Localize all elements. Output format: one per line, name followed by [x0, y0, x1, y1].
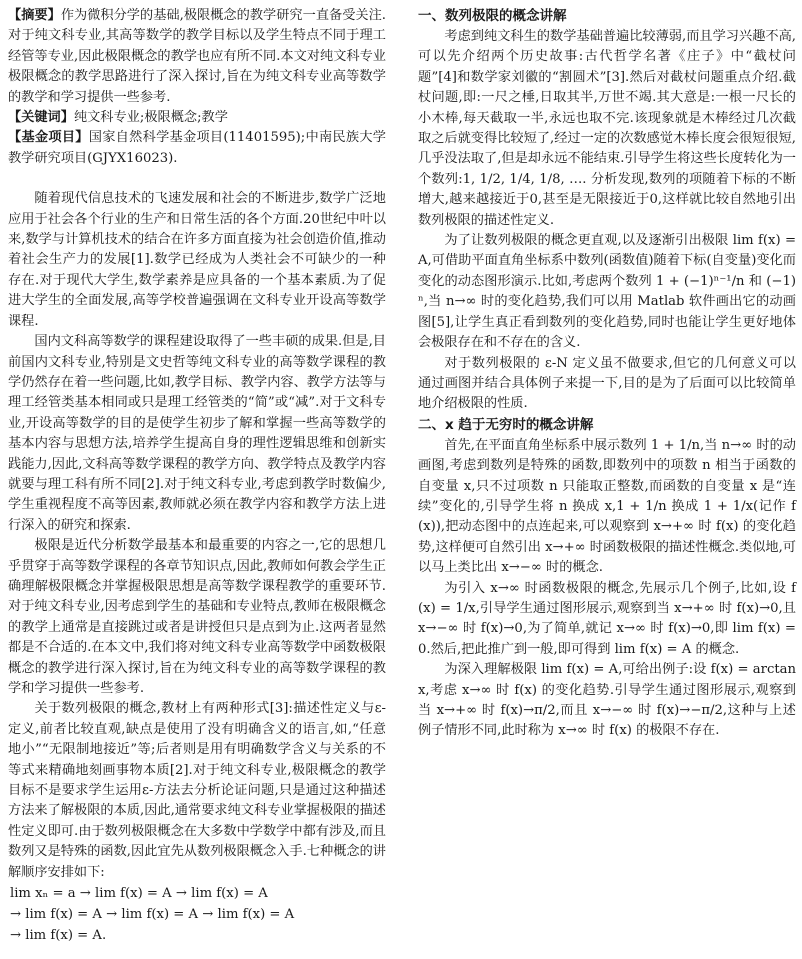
keywords-text: 纯文科专业;极限概念;教学 [73, 110, 228, 126]
formula-line: → lim f(x) = A. [10, 928, 107, 944]
body-paragraph: 关于数列极限的概念,教材上有两种形式[3]:描述性定义与ε-定义,前者比较直观,缺点是使用了没有明确含义的语言,如,“任意地小”“无限制地接近”等;后者则是用有明确数学含义与关系的不等式来精确地刻画事物本质[2].对于纯文科专业,极限概念的教学目标不是要求学生运用ε-方法去分析论证问题,只是通过这种描述方法来了解极限的本质,因此,通常要求纯文科专业掌握极限的描述性定义即可.由于数列极限概念在大多数中学数学中都有涉及,而且数列又是特殊的函数,因此宜先从数列极限概念入手.七种概念的讲解顺序安排如下: [8, 701, 386, 880]
section-gap [8, 169, 386, 189]
section-heading: 一、数列极限的概念讲解 [418, 8, 567, 24]
body-paragraph: 为引入 x→∞ 时函数极限的概念,先展示几个例子,比如,设 f(x) = 1/x,引导学生通过图形展示,观察到当 x→+∞ 时 f(x)→0,且 x→−∞ 时 f(x)→0,为了简单,就记 x→∞ 时 f(x)→0,即 lim f(x) = 0.然后,把此推广到一般,即可得到 lim f(x) = A 的概念. [418, 580, 796, 657]
formula-line: → lim f(x) = A → lim f(x) = A → lim f(x) = A [10, 907, 295, 923]
section-heading: 二、x 趋于无穷时的概念讲解 [418, 416, 594, 433]
body-paragraph: 首先,在平面直角坐标系中展示数列 1 + 1/n,当 n→∞ 时的动画图,考虑到数列是特殊的函数,即数列中的项数 n 相当于函数的自变量 x,只不过项数 n 只能取正整数,而函数的自变量 x 是“连续”变化的,引导学生将 n 换成 x,1 + 1/n 换成 1 + 1/x(记作 f(x)),把动态图中的点连起来,可以观察到 x→+∞ 时 f(x) 的变化趋势,这样便可自然引出 x→+∞ 时函数极限的描述性概念.类似地,可以马上类比出 x→−∞ 时的概念. [418, 437, 796, 576]
abstract-text: 作为微积分学的基础,极限概念的教学研究一直备受关注.对于纯文科专业,其高等数学的教学目标以及学生特点不同于理工经管等专业,因此极限概念的教学也应有所不同.本文对纯文科专业极限概念的教学思路进行了深入探讨,旨在为纯文科专业高等数学的教学和学习提供一些参考. [8, 8, 387, 105]
keywords-label: 【关键词】 [8, 110, 74, 126]
fund-text: 国家自然科学基金项目(11401595);中南民族大学教学研究项目(GJYX16023). [8, 130, 386, 166]
body-paragraph: 国内文科高等数学的课程建设取得了一些丰硕的成果.但是,目前国内文科专业,特别是文史哲等纯文科专业的高等数学课程的教学仍然存在着一些问题,比如,教学目标、教学内容、教学方法等与理工经管类基本相同或只是理工经管类的“简”或“减”.对于文科专业,开设高等数学的目的是使学生初步了解和掌握一些高等数学的基本内容与思想方法,培养学生提高自身的理性逻辑思维和创新实践能力,因此,文科高等数学课程的教学方向、教学特点及教学内容就要与理工科有所不同[2].对于纯文科专业,考虑到教学时数偏少,学生重视程度不高等因素,教师就必须在教学内容和教学方法上进行深入的研究和探索. [8, 334, 386, 533]
body-paragraph: 对于数列极限的 ε-N 定义虽不做要求,但它的几何意义可以通过画图并结合具体例子来提一下,目的是为了后面可以比较简单地介绍极限的性质. [418, 355, 796, 412]
formula-block [8, 883, 386, 946]
left-column [8, 6, 386, 946]
abstract-label: 【摘要】 [8, 8, 61, 23]
body-paragraph: 为了让数列极限的概念更直观,以及逐渐引出极限 lim f(x) = A,可借助平面直角坐标系中数列(函数值)随着下标(自变量)变化而变化的动态图形演示.比如,考虑两个数列 1 + (−1)ⁿ⁻¹/n 和 (−1)ⁿ,当 n→∞ 时的变化趋势,我们可以用 Matlab 软件画出它的动画图[5],让学生真正看到数列的变化趋势,同时也能让学生更好地体会极限存在和不存在的含义. [418, 233, 796, 351]
fund-label: 【基金项目】 [8, 130, 89, 146]
keywords [8, 108, 386, 128]
abstract [8, 6, 386, 108]
formula-line: lim xₙ = a → lim f(x) = A → lim f(x) = A [10, 886, 268, 902]
body-paragraph: 为深入理解极限 lim f(x) = A,可给出例子:设 f(x) = arctanx,考虑 x→∞ 时 f(x) 的变化趋势.引导学生通过图形展示,观察到当 x→+∞ 时 f(x)→π/2,而且 x→−∞ 时 f(x)→−π/2,这种与上述例子情形不同,此时称为 x→∞ 时 f(x) 的极限不存在. [418, 662, 796, 739]
body-paragraph: 考虑到纯文科生的数学基础普遍比较薄弱,而且学习兴趣不高,可以先介绍两个历史故事:古代哲学名著《庄子》中“截杖问题”[4]和数学家刘徽的“割圆术”[3].然后对截杖问题重点介绍.截杖问题,即:一尺之棰,日取其半,万世不竭.其大意是:一根一尺长的小木棒,每天截取一半,永远也取不完.该现象就是木棒经过几次截取之后就变得比较短了,经过一定的次数感觉木棒长度会很短很短,几乎没法取了,但是却永远不能结束.引导学生将这些长度转化为一个数列:1, 1/2, 1/4, 1/8, …. 分析发现,数列的项随着下标的不断增大,越来越接近于0,甚至是无限接近于0,这样就比较自然地引出数列极限的描述性定义. [418, 29, 796, 228]
fund [8, 128, 386, 169]
abstract-block [8, 6, 386, 169]
right-column [418, 6, 796, 742]
body-paragraph: 随着现代信息技术的飞速发展和社会的不断进步,数学广泛地应用于社会各个行业的生产和日常生活的各个方面.20世纪中叶以来,数学与计算机技术的结合在许多方面直接为社会创造价值,推动着社会生产力的发展[1].数学已经成为人类社会不可缺少的一种存在.对于现代大学生,数学素养是应具备的一个基本素质.为了促进大学生的全面发展,高等学校普遍强调在文科专业开设高等数学课程. [8, 191, 386, 329]
body-paragraph: 极限是近代分析数学最基本和最重要的内容之一,它的思想几乎贯穿于高等数学课程的各章节知识点,因此,教师如何教会学生正确理解极限概念并掌握极限思想是高等数学课程教学的重要环节.对于纯文科专业,因考虑到学生的基础和专业特点,教师在极限概念的教学上通常是直接跳过或者是讲授但只是点到为止.这两者显然都是不合适的.在本文中,我们将对纯文科专业高等数学中函数极限概念的教学进行深入探讨,旨在为纯文科专业的高等数学课程的教学和学习提供一些参考. [8, 538, 386, 696]
